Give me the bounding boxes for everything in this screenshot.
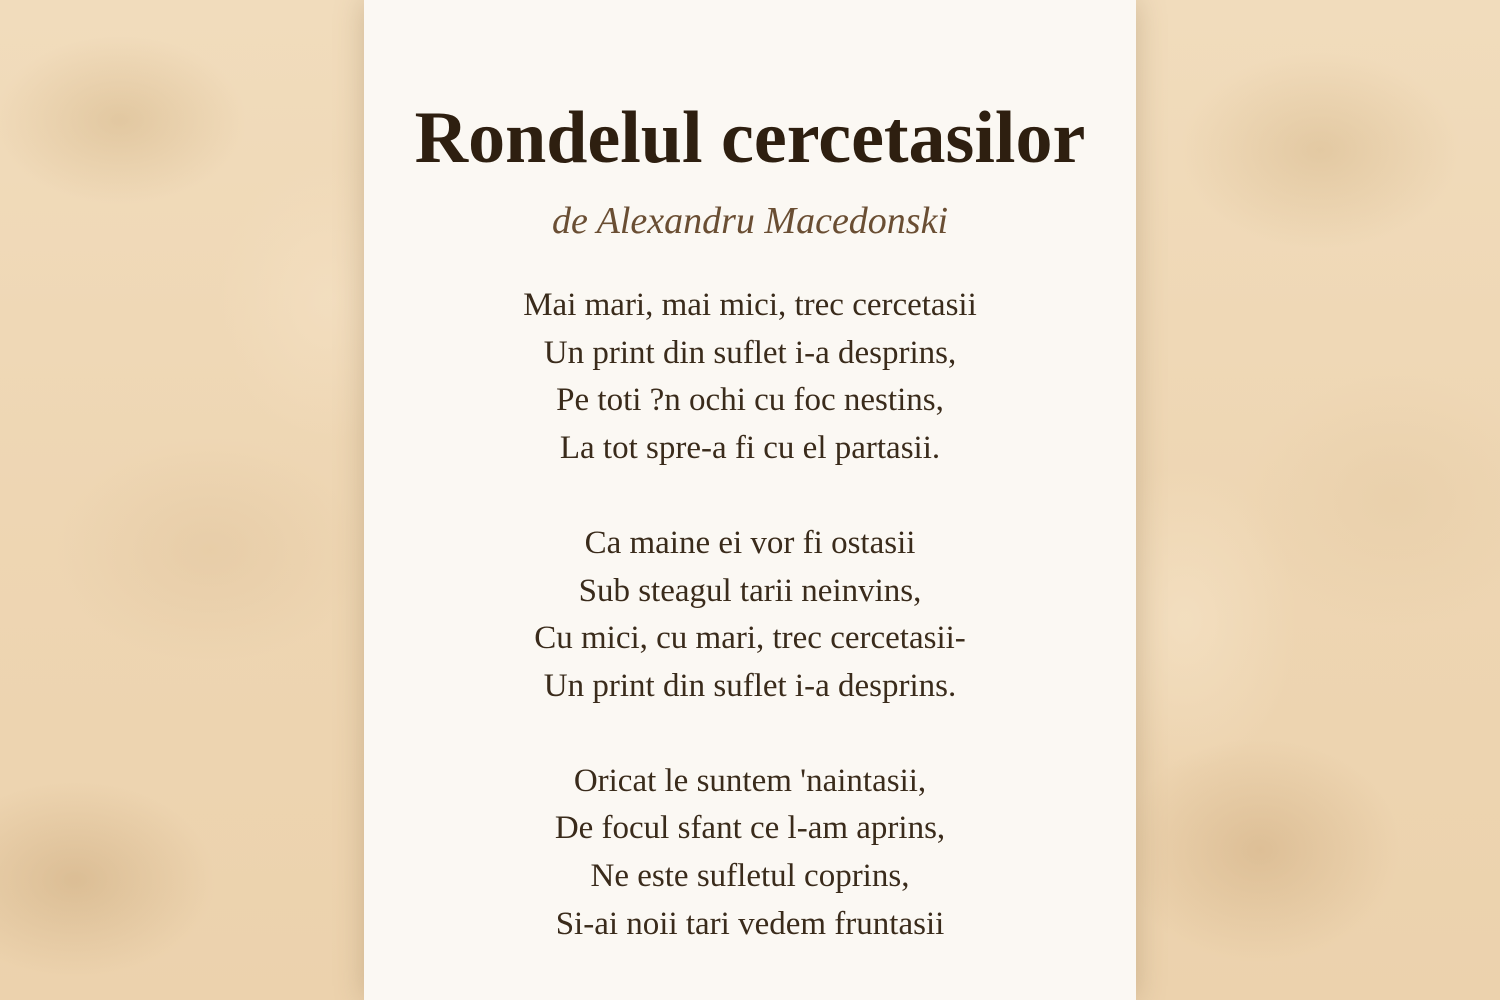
poem-line: Ne este sufletul coprins, <box>590 858 910 895</box>
stanza-2 <box>364 520 1136 711</box>
poem-body <box>364 282 1136 958</box>
poem-line: La tot spre-a fi cu el partasii. <box>559 430 941 467</box>
stanza-1 <box>364 282 1136 473</box>
poem-author: de Alexandru Macedonski <box>551 200 949 242</box>
poem-title: Rondelul cercetasilor <box>414 97 1086 179</box>
poem-line: Sub steagul tarii neinvins, <box>578 572 922 609</box>
poem-line: Mai mari, mai mici, trec cercetasii <box>523 287 977 323</box>
poem-line: De focul sfant ce l-am aprins, <box>554 810 946 847</box>
poem-line: Oricat le suntem 'naintasii, <box>573 762 927 799</box>
poem-line: Ca maine ei vor fi ostasii <box>584 524 916 561</box>
stanza-3 <box>364 758 1136 949</box>
poem-line: Cu mici, cu mari, trec cercetasii- <box>534 620 966 657</box>
poem-page <box>364 0 1136 1000</box>
poem-line: Si-ai noii tari vedem fruntasii <box>555 905 945 942</box>
poem-line: Un print din suflet i-a desprins. <box>543 667 957 704</box>
poem-line: Pe toti ?n ochi cu foc nestins, <box>556 382 944 419</box>
poem-line: Un print din suflet i-a desprins, <box>543 334 957 371</box>
